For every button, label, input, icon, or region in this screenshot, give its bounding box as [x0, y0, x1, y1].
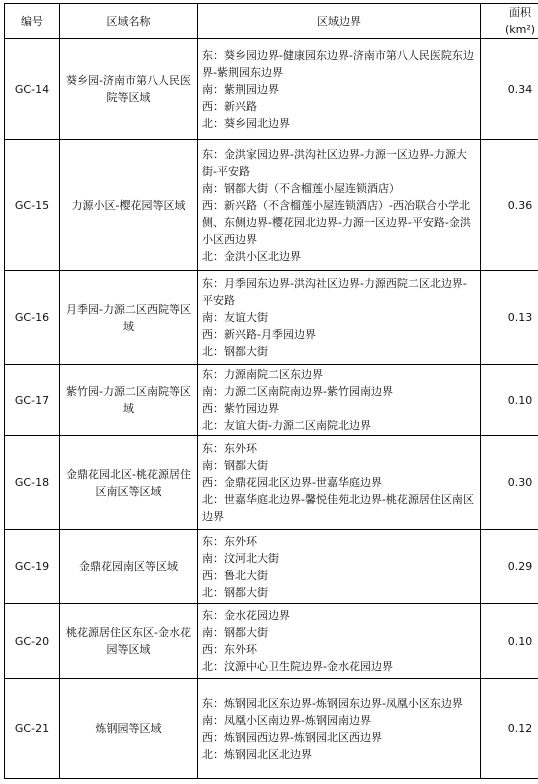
cell-boundary	[198, 271, 481, 365]
boundary-line: 北：钢都大街	[202, 343, 476, 360]
boundary-line: 南：钢都大街（不含榴莲小屋连锁酒店）	[202, 180, 476, 197]
boundary-line: 北：金洪小区北边界	[202, 248, 476, 265]
cell-code: GC-15	[5, 140, 60, 271]
boundary-line: 南：汶河北大街	[202, 550, 476, 567]
table-header-row	[5, 4, 538, 39]
cell-area: 0.10	[481, 365, 538, 436]
boundary-line: 西：炼钢园西边界-炼钢园北区西边界	[202, 729, 476, 746]
cell-name: 力源小区-樱花园等区域	[60, 140, 198, 271]
boundary-line: 南：力源二区南院南边界-紫竹园南边界	[202, 383, 476, 400]
boundary-line: 北：世嘉华庭北边界-馨悦佳苑北边界-桃花源居住区南区边界	[202, 491, 476, 525]
cell-boundary	[198, 530, 481, 604]
header-name: 区域名称	[60, 4, 198, 39]
header-code: 编号	[5, 4, 60, 39]
header-boundary: 区域边界	[198, 4, 481, 39]
cell-name: 葵乡园-济南市第八人民医院等区域	[60, 39, 198, 140]
table-row	[5, 39, 538, 140]
boundary-line: 西：新兴路（不含榴莲小屋连锁酒店）-西冶联合小学北侧、东侧边界-樱花园北边界-力源一区边界-平安路-金洪小区西边界	[202, 197, 476, 248]
cell-name: 紫竹园-力源二区南院等区域	[60, 365, 198, 436]
cell-code: GC-16	[5, 271, 60, 365]
boundary-line: 南：友谊大街	[202, 309, 476, 326]
table-row	[5, 436, 538, 530]
boundary-line: 东：金水花园边界	[202, 607, 476, 624]
cell-boundary	[198, 679, 481, 779]
boundary-line: 南：紫荆园边界	[202, 81, 476, 98]
table-row	[5, 271, 538, 365]
cell-code: GC-18	[5, 436, 60, 530]
boundary-line: 东：力源南院二区东边界	[202, 366, 476, 383]
cell-area: 0.29	[481, 530, 538, 604]
cell-area: 0.30	[481, 436, 538, 530]
cell-area: 0.36	[481, 140, 538, 271]
cell-name: 金鼎花园北区-桃花源居住区南区等区域	[60, 436, 198, 530]
boundary-line: 北：钢都大街	[202, 584, 476, 601]
boundary-line: 南：钢都大街	[202, 457, 476, 474]
boundary-line: 东：东外环	[202, 533, 476, 550]
cell-area: 0.34	[481, 39, 538, 140]
cell-code: GC-20	[5, 604, 60, 679]
cell-code: GC-21	[5, 679, 60, 779]
boundary-line: 南：凤凰小区南边界-炼钢园南边界	[202, 712, 476, 729]
table-body	[5, 39, 538, 779]
table-row	[5, 140, 538, 271]
cell-name: 炼钢园等区域	[60, 679, 198, 779]
boundary-line: 北：炼钢园北区北边界	[202, 746, 476, 763]
cell-name: 桃花源居住区东区-金水花园等区域	[60, 604, 198, 679]
table-row	[5, 530, 538, 604]
boundary-line: 南：钢都大街	[202, 624, 476, 641]
table-row	[5, 604, 538, 679]
table-row	[5, 679, 538, 779]
cell-name: 月季园-力源二区西院等区域	[60, 271, 198, 365]
header-area-unit: (km²)	[481, 21, 538, 38]
cell-area: 0.13	[481, 271, 538, 365]
cell-boundary	[198, 140, 481, 271]
cell-boundary	[198, 604, 481, 679]
cell-area: 0.10	[481, 604, 538, 679]
table-row	[5, 365, 538, 436]
cell-code: GC-19	[5, 530, 60, 604]
boundary-line: 东：葵乡园边界-健康园东边界-济南市第八人民医院东边界-紫荆园东边界	[202, 47, 476, 81]
header-area-label: 面积	[481, 4, 538, 21]
boundary-line: 西：鲁北大街	[202, 567, 476, 584]
boundary-line: 西：紫竹园边界	[202, 400, 476, 417]
boundary-line: 东：月季园东边界-洪沟社区边界-力源西院二区北边界-平安路	[202, 275, 476, 309]
boundary-line: 北：葵乡园北边界	[202, 115, 476, 132]
boundary-line: 东：炼钢园北区东边界-炼钢园东边界-凤凰小区东边界	[202, 695, 476, 712]
cell-code: GC-14	[5, 39, 60, 140]
cell-boundary	[198, 365, 481, 436]
header-area	[481, 4, 538, 39]
boundary-line: 西：新兴路-月季园边界	[202, 326, 476, 343]
boundary-line: 西：新兴路	[202, 98, 476, 115]
boundary-table	[4, 3, 538, 779]
boundary-line: 西：东外环	[202, 641, 476, 658]
cell-boundary	[198, 436, 481, 530]
cell-code: GC-17	[5, 365, 60, 436]
cell-area: 0.12	[481, 679, 538, 779]
boundary-line: 西：金鼎花园北区边界-世嘉华庭边界	[202, 474, 476, 491]
boundary-line: 北：友谊大街-力源二区南院北边界	[202, 417, 476, 434]
cell-name: 金鼎花园南区等区域	[60, 530, 198, 604]
boundary-line: 东：东外环	[202, 440, 476, 457]
boundary-line: 东：金洪家园边界-洪沟社区边界-力源一区边界-力源大街-平安路	[202, 146, 476, 180]
cell-boundary	[198, 39, 481, 140]
boundary-line: 北：汶源中心卫生院边界-金水花园边界	[202, 658, 476, 675]
